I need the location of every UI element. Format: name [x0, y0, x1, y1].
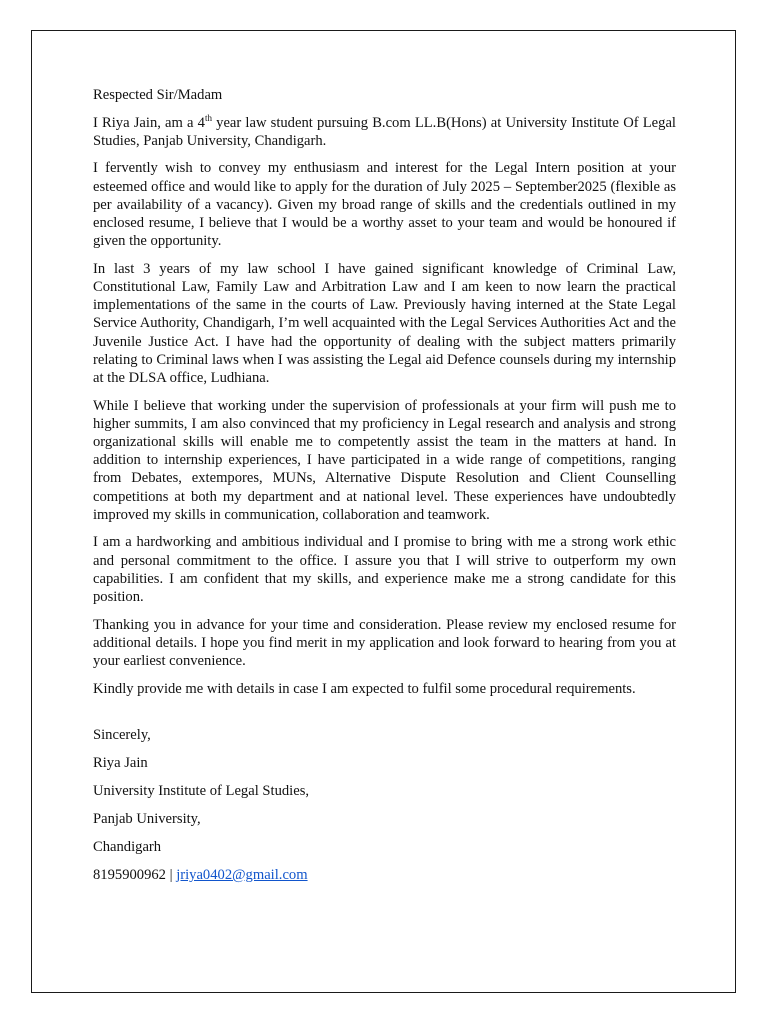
- signer-name: Riya Jain: [93, 754, 148, 771]
- intro-text-end: year law student pursuing B.com LL.B(Hons) at University Institute Of Legal Studies, Panjab University, Chandigarh.: [93, 114, 676, 149]
- signer-city: Chandigarh: [93, 838, 162, 855]
- contact-line: [93, 866, 676, 894]
- contact-separator: |: [165, 866, 177, 883]
- intro-paragraph: [93, 114, 676, 150]
- closing: Sincerely,: [93, 726, 151, 743]
- signer-university: Panjab University,: [93, 810, 201, 827]
- paragraph-request: Kindly provide me with details in case I am expected to fulfil some procedural requirements.: [93, 680, 636, 697]
- email-link[interactable]: jriya0402@gmail.com: [176, 866, 308, 883]
- cover-letter: [93, 86, 676, 894]
- paragraph-experience: In last 3 years of my law school I have gained significant knowledge of Criminal Law, Constitutional Law, Family Law and Arbitration Law and I am keen to now learn the practical implementations of the same in the courts of Law. Previously having interned at the State Legal Service Authority, Chandigarh, I’m well acquainted with the Legal Services Authorities Act and the Juvenile Justice Act. I have had the opportunity of dealing with the subject matters primarily relating to Criminal laws when I was assisting the Legal aid Defence counsels during my internship at the DLSA office, Ludhiana.: [93, 260, 676, 387]
- paragraph-commitment: I am a hardworking and ambitious individual and I promise to bring with me a strong work ethic and personal commitment to the office. I assure you that I will strive to outperform my own capabilities. I am confident that my skills, and experience make me a strong candidate for this position.: [93, 534, 676, 606]
- paragraph-skills: While I believe that working under the supervision of professionals at your firm will push me to higher summits, I am also convinced that my proficiency in Legal research and analysis and strong organizational skills will enable me to competently assist the team in the matters at hand. In addition to internship experiences, I have participated in a wide range of competitions, ranging from Debates, extempores, MUNs, Alternative Dispute Resolution and Client Counselling competitions at both my department and at national level. These experiences have undoubtedly improved my skills in communication, collaboration and teamwork.: [93, 397, 676, 523]
- paragraph-thanks: Thanking you in advance for your time and consideration. Please review my enclosed resume for additional details. I hope you find merit in my application and look forward to hearing from you at your earliest convenience.: [93, 616, 676, 670]
- ordinal-suffix: th: [204, 112, 212, 123]
- phone-number: 8195900962: [93, 866, 166, 883]
- salutation: Respected Sir/Madam: [93, 87, 223, 103]
- paragraph-interest: I fervently wish to convey my enthusiasm and interest for the Legal Intern position at your esteemed office and would like to apply for the duration of July 2025 – September2025 (flexible as per availability of a vacancy). Given my broad range of skills and the credentials outlined in my enclosed resume, I believe that I would be a worthy asset to your team and would be honoured if given the opportunity.: [93, 160, 676, 250]
- intro-text-start: I Riya Jain, am a 4: [93, 114, 205, 131]
- signature-block: [93, 726, 676, 894]
- signer-institute: University Institute of Legal Studies,: [93, 782, 310, 799]
